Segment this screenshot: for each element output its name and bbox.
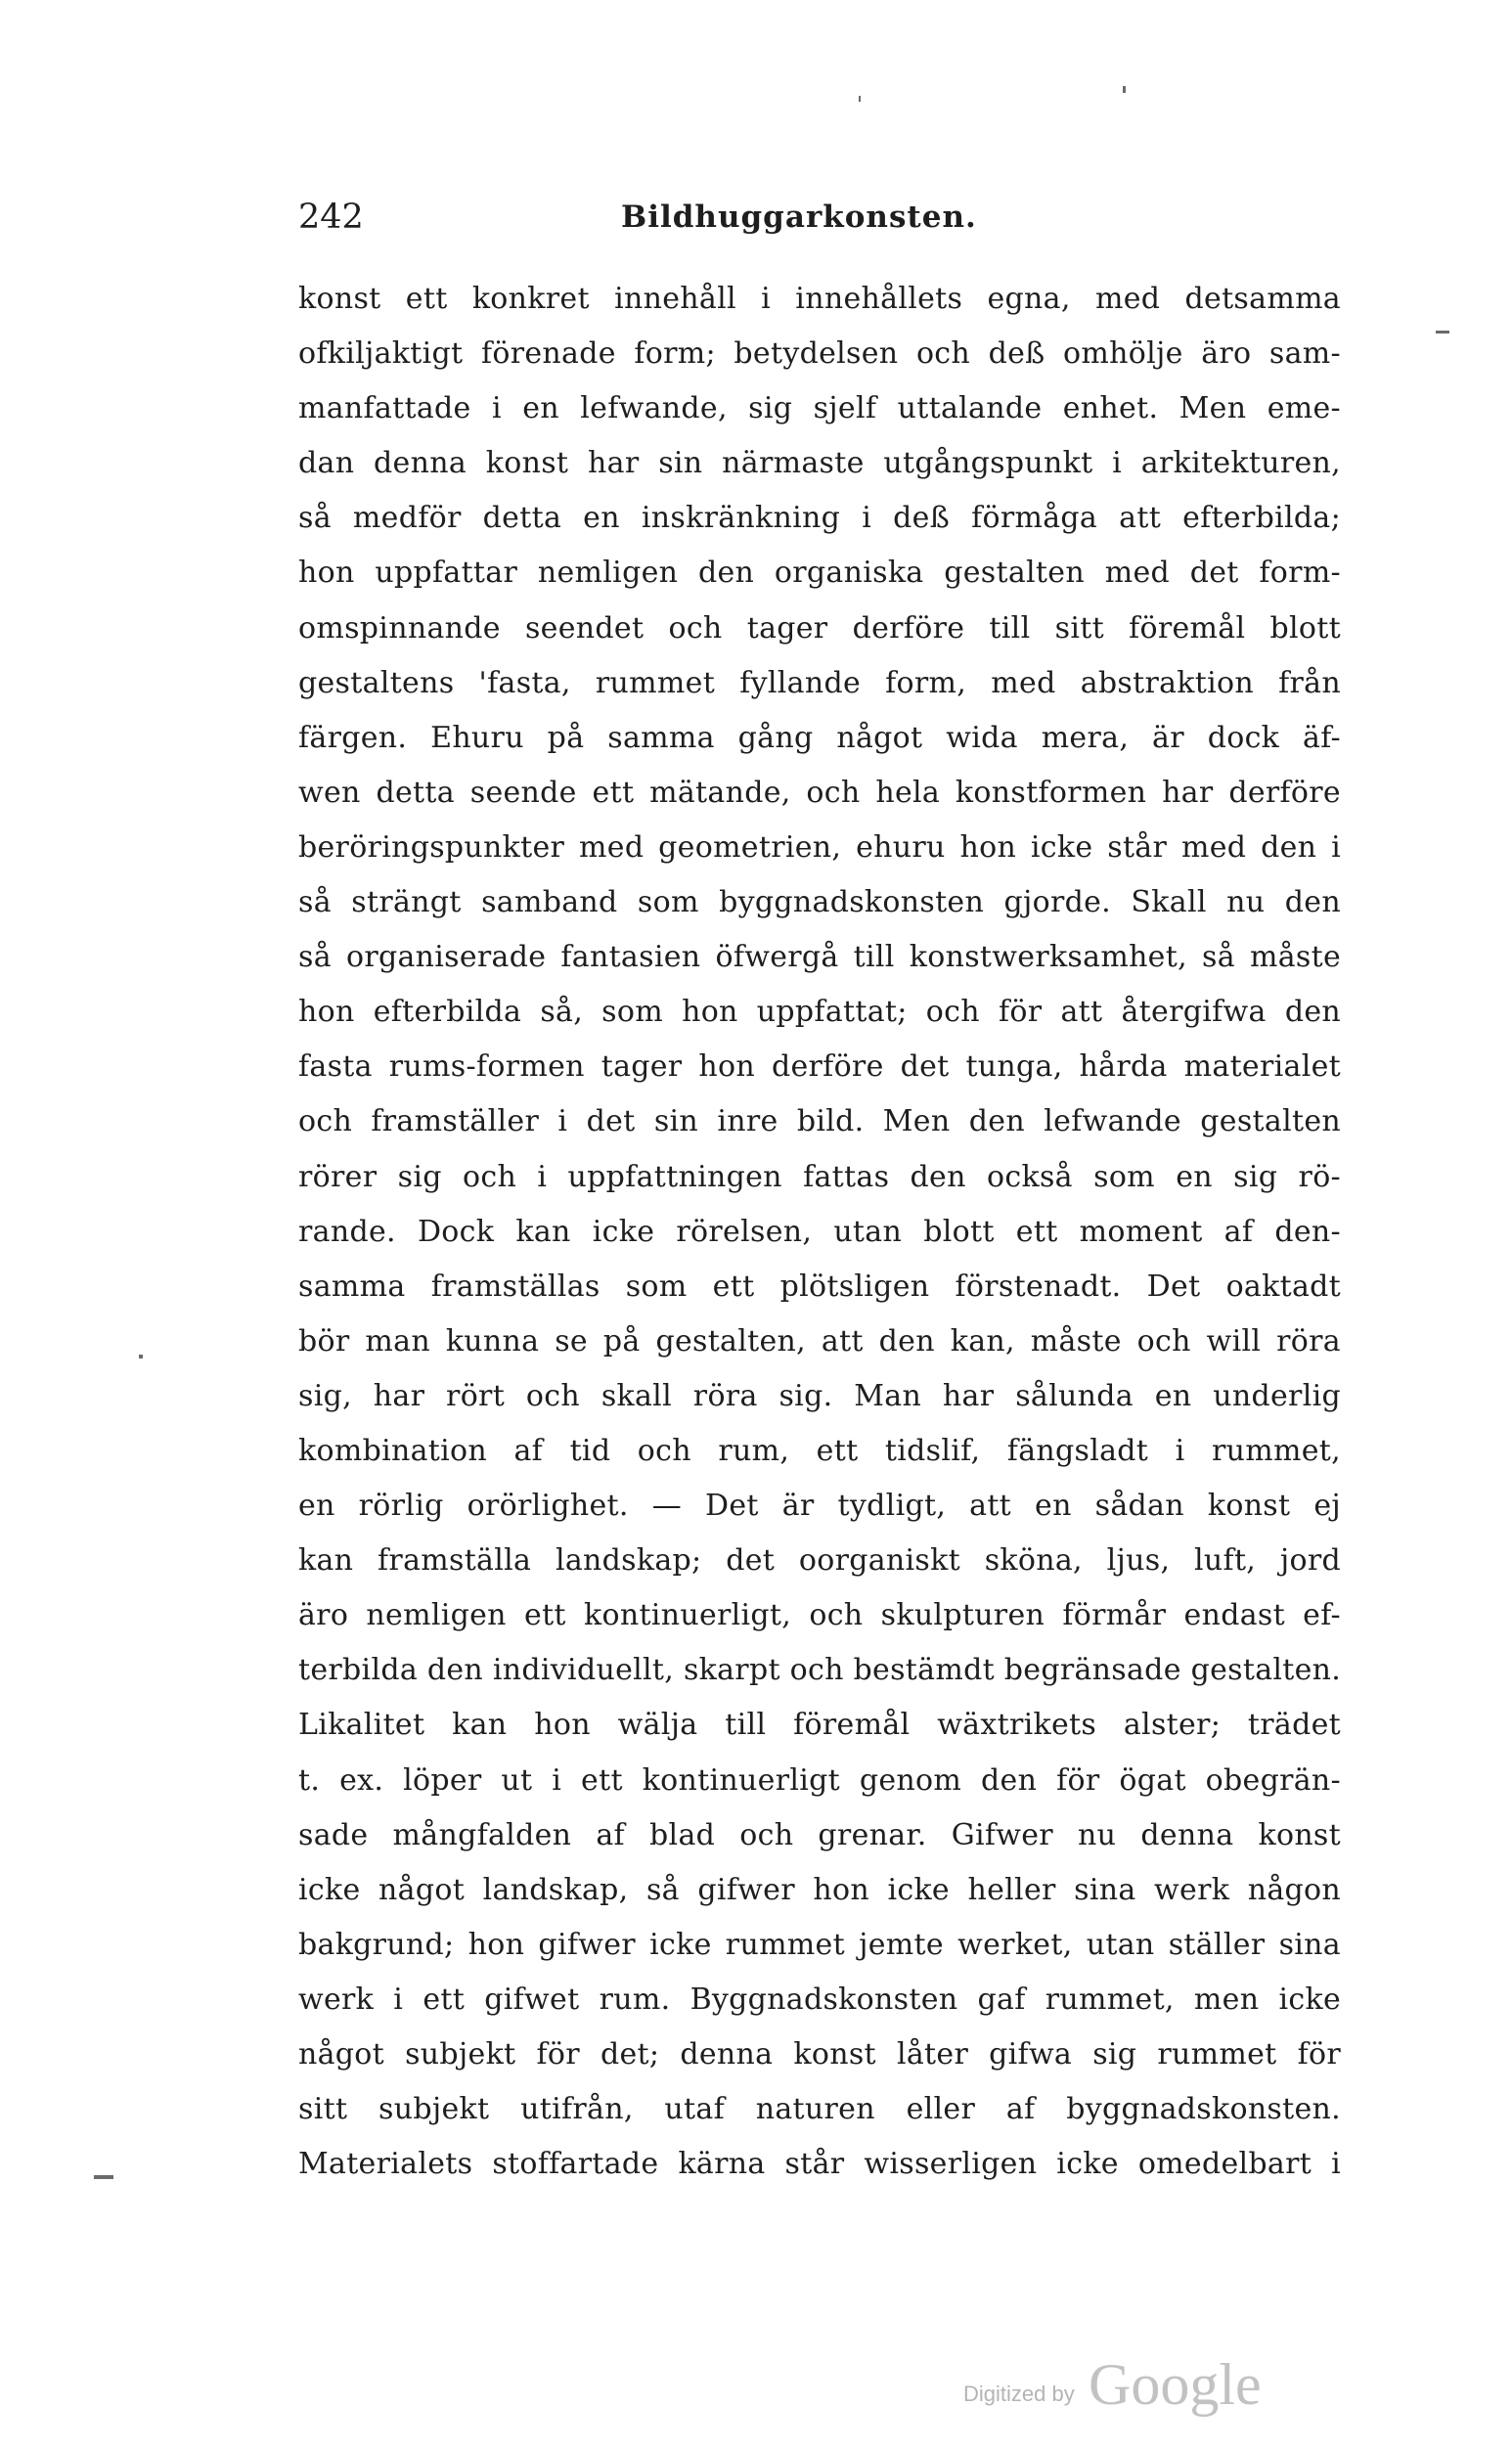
body-text — [298, 272, 1341, 2192]
text-line: gestaltens 'fasta, rummet fyllande form, med abstraktion från — [298, 665, 1341, 700]
text-line: werk i ett gifwet rum. Byggnadskonsten gaf rummet, men icke — [298, 1982, 1341, 2017]
text-line: dan denna konst har sin närmaste utgångspunkt i arkitekturen, — [298, 446, 1341, 481]
text-line: en rörlig orörlighet. — Det är tydligt, att en sådan konst ej — [298, 1489, 1341, 1524]
page-number: 242 — [298, 198, 364, 237]
text-line: något subjekt för det; denna konst låter gifwa sig rummet för — [298, 2037, 1341, 2071]
text-line: Likalitet kan hon wälja till föremål wäxtrikets alster; trädet — [298, 1708, 1341, 1743]
text-line: färgen. Ehuru på samma gång något wida mera, är dock äf- — [298, 720, 1341, 755]
text-line: t. ex. löper ut i ett kontinuerligt genom den för ögat obegrän- — [298, 1762, 1341, 1798]
text-line: rande. Dock kan icke rörelsen, utan blott ett moment af den- — [298, 1214, 1341, 1249]
text-line: beröringspunkter med geometrien, ehuru hon icke står med den i — [298, 829, 1341, 865]
text-line: ofkiljaktigt förenade form; betydelsen och deß omhölje äro sam- — [298, 336, 1341, 372]
text-line: manfattade i en lefwande, sig sjelf uttalande enhet. Men eme- — [298, 391, 1341, 426]
text-line: och framställer i det sin inre bild. Men den lefwande gestalten — [298, 1104, 1341, 1139]
text-line: terbilda den individuellt, skarpt och bestämdt begränsade gestalten. — [298, 1653, 1342, 1688]
text-line: omspinnande seendet och tager derföre till sitt föremål blott — [298, 610, 1341, 646]
text-line: äro nemligen ett kontinuerligt, och skulpturen förmår endast ef- — [298, 1598, 1341, 1633]
text-line: rörer sig och i uppfattningen fattas den också som en sig rö- — [298, 1159, 1341, 1194]
text-line: bakgrund; hon gifwer icke rummet jemte werket, utan ställer sina — [298, 1927, 1341, 1962]
text-line: sitt subjekt utifrån, utaf naturen eller af byggnadskonsten. — [298, 2092, 1341, 2127]
digitized-watermark — [963, 2352, 1306, 2421]
page-header — [298, 194, 977, 252]
scan-speck — [94, 2175, 113, 2179]
text-line: Materialets stoffartade kärna står wisserligen icke omedelbart i — [298, 2147, 1341, 2182]
text-line: konst ett konkret innehåll i innehållets egna, med detsamma — [298, 282, 1341, 316]
text-line: wen detta seende ett mätande, och hela konstformen har derföre — [298, 775, 1341, 810]
text-line: kan framställa landskap; det oorganiskt sköna, ljus, luft, jord — [298, 1543, 1341, 1579]
scan-speck — [1436, 331, 1449, 334]
digitized-label: Digitized by — [963, 2382, 1075, 2406]
scan-speck — [1123, 86, 1126, 93]
text-line: så organiserade fantasien öfwergå till konstwerksamhet, så måste — [298, 940, 1341, 975]
scan-speck — [139, 1355, 143, 1359]
text-line: samma framställas som ett plötsligen förstenadt. Det oaktadt — [298, 1269, 1341, 1304]
google-logo: Google — [1089, 2352, 1262, 2417]
scan-speck — [859, 96, 861, 102]
text-line: så medför detta en inskränkning i deß förmåga att efterbilda; — [298, 501, 1341, 536]
text-line: hon uppfattar nemligen den organiska gestalten med det form- — [298, 556, 1341, 591]
text-line: sig, har rört och skall röra sig. Man har sålunda en underlig — [298, 1378, 1341, 1413]
text-line: icke något landskap, så gifwer hon icke heller sina werk någon — [298, 1872, 1341, 1907]
text-line: bör man kunna se på gestalten, att den kan, måste och will röra — [298, 1323, 1341, 1359]
text-line: kombination af tid och rum, ett tidslif, fängsladt i rummet, — [298, 1433, 1341, 1468]
text-line: hon efterbilda så, som hon uppfattat; och för att återgifwa den — [298, 995, 1341, 1030]
running-title: Bildhuggarkonsten. — [621, 200, 977, 235]
text-line: så strängt samband som byggnadskonsten gjorde. Skall nu den — [298, 885, 1341, 920]
text-line: sade mångfalden af blad och grenar. Gifwer nu denna konst — [298, 1817, 1341, 1852]
text-line: fasta rums-formen tager hon derföre det tunga, hårda materialet — [298, 1049, 1341, 1085]
